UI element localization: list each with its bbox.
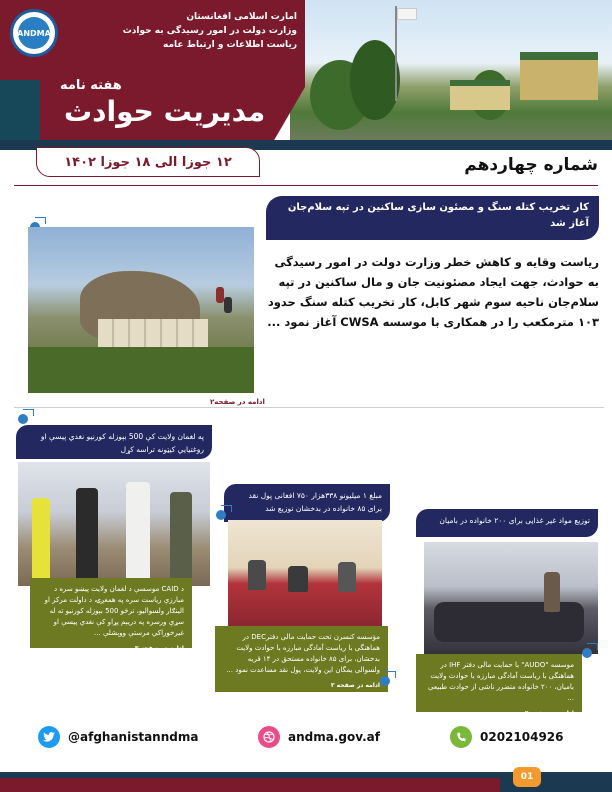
main-story-title: کار تخریب کتله سنگ و مصئون سازی ساکنین در تپه سلام‌جان آغاز شد xyxy=(266,196,599,240)
magazine-label: هفته نامه xyxy=(60,78,122,93)
twitter-contact[interactable] xyxy=(38,725,198,749)
card-badakhshan-more[interactable]: ادامه در صفحه ۳ xyxy=(330,682,380,689)
card-bamyan-photo xyxy=(424,542,598,654)
issue-number: شماره چهاردهم xyxy=(464,155,598,175)
twitter-icon xyxy=(38,726,60,748)
card-laghman-title: په لغمان ولایت کې 500 بېوزله کورنيو نغدي پيسې او روغتيايي کيټونه تراسه کړل xyxy=(16,425,212,459)
magazine-title: مدیریت حوادث xyxy=(64,95,266,128)
card-badakhshan-text: مؤسسه کنسرن تحت حمایت مالی دفترDEC در هماهنگی با ریاست آمادگی مبارزه با حوادث ولایت بدخشان، برای ۸۵ خانواده مستحق در ۱۴ قریه ولسوالی یمگان این ولایت، پول نقد مساعدت نمود ... ادامه در صفحه ۳ xyxy=(215,626,388,692)
main-story-body: ریاست وقایه و کاهش خطر وزارت دولت در امور رسیدگی به حوادث، جهت ایجاد مصئونیت جان و مال ساکنین در تپه سلام‌جان ناحیه سوم شهر کابل، کار تخریب کتله سنگ حدود ۱۰۳ مترمکعب را در همکاری با موسسه CWSA آغاز نمود ... xyxy=(267,255,599,329)
card-laghman-text: د CAID موسسې د لغمان ولایت پيښو سره د مبارزې رياست سره په همغږۍ، د داولت مرکز او الينګار ولسوالیو، ترڅو 500 بېوزله کورنيو ته له سړې ورسره په دريېم پړاو کې نغدي پيسې او غيرخوراکي مرستې ووېشلې ... ادامه در صفحه ۳ xyxy=(30,578,192,648)
pin-icon xyxy=(216,510,226,520)
continued-link[interactable]: ادامه در صفحه۲ xyxy=(210,398,265,406)
pin-icon xyxy=(582,648,592,658)
card-laghman-photo xyxy=(18,462,210,586)
main-story-photo xyxy=(28,227,254,393)
header xyxy=(0,0,612,150)
emblem-logo: ANDMA xyxy=(10,9,58,57)
pin-icon xyxy=(18,414,28,424)
card-badakhshan-title: مبلغ ۱ میلیونو ۳۳۸هزار ۷۵۰ افغانی پول نقد برای ۸۵ خانواده در بدخشان توزیع شد xyxy=(224,484,390,522)
pin-icon xyxy=(380,676,390,686)
dribbble-icon xyxy=(258,726,280,748)
card-bamyan-title: توزیع مواد غیر غذایی برای ۲۰۰ خانواده در بامیان xyxy=(416,509,598,537)
building-photo xyxy=(290,0,612,140)
organization-name: امارت اسلامی افغانستان وزارت دولت در امور رسیدگی به حوادث ریاست اطلاعات و ارتباط عامه xyxy=(122,12,297,50)
phone-number[interactable]: 0202104926 xyxy=(480,730,564,744)
card-badakhshan-photo xyxy=(228,520,382,626)
date-range: ۱۲ جوزا الی ۱۸ جوزا ۱۴۰۲ xyxy=(64,154,232,170)
card-bamyan-text: موسسه "AUDO" با حمایت مالی دفتر IHF در هماهنگی با ریاست آمادگی مبارزه با حوادث ولایت بامیان، ۲۰۰ خانواده متضرر ناشی از حوادث طبیعی ... ادامه در صفحه ۴ xyxy=(416,654,582,712)
phone-icon xyxy=(450,726,472,748)
twitter-handle[interactable]: @afghanistanndma xyxy=(68,730,199,744)
website-url[interactable]: andma.gov.af xyxy=(288,730,380,744)
date-range-box xyxy=(36,147,260,177)
website-contact[interactable] xyxy=(258,725,380,749)
page-number: 01 xyxy=(513,767,541,787)
card-bamyan-more[interactable]: ادامه در صفحه ۴ xyxy=(524,710,574,717)
card-laghman-more[interactable]: ادامه در صفحه ۳ xyxy=(134,645,184,652)
phone-contact[interactable] xyxy=(450,725,564,749)
